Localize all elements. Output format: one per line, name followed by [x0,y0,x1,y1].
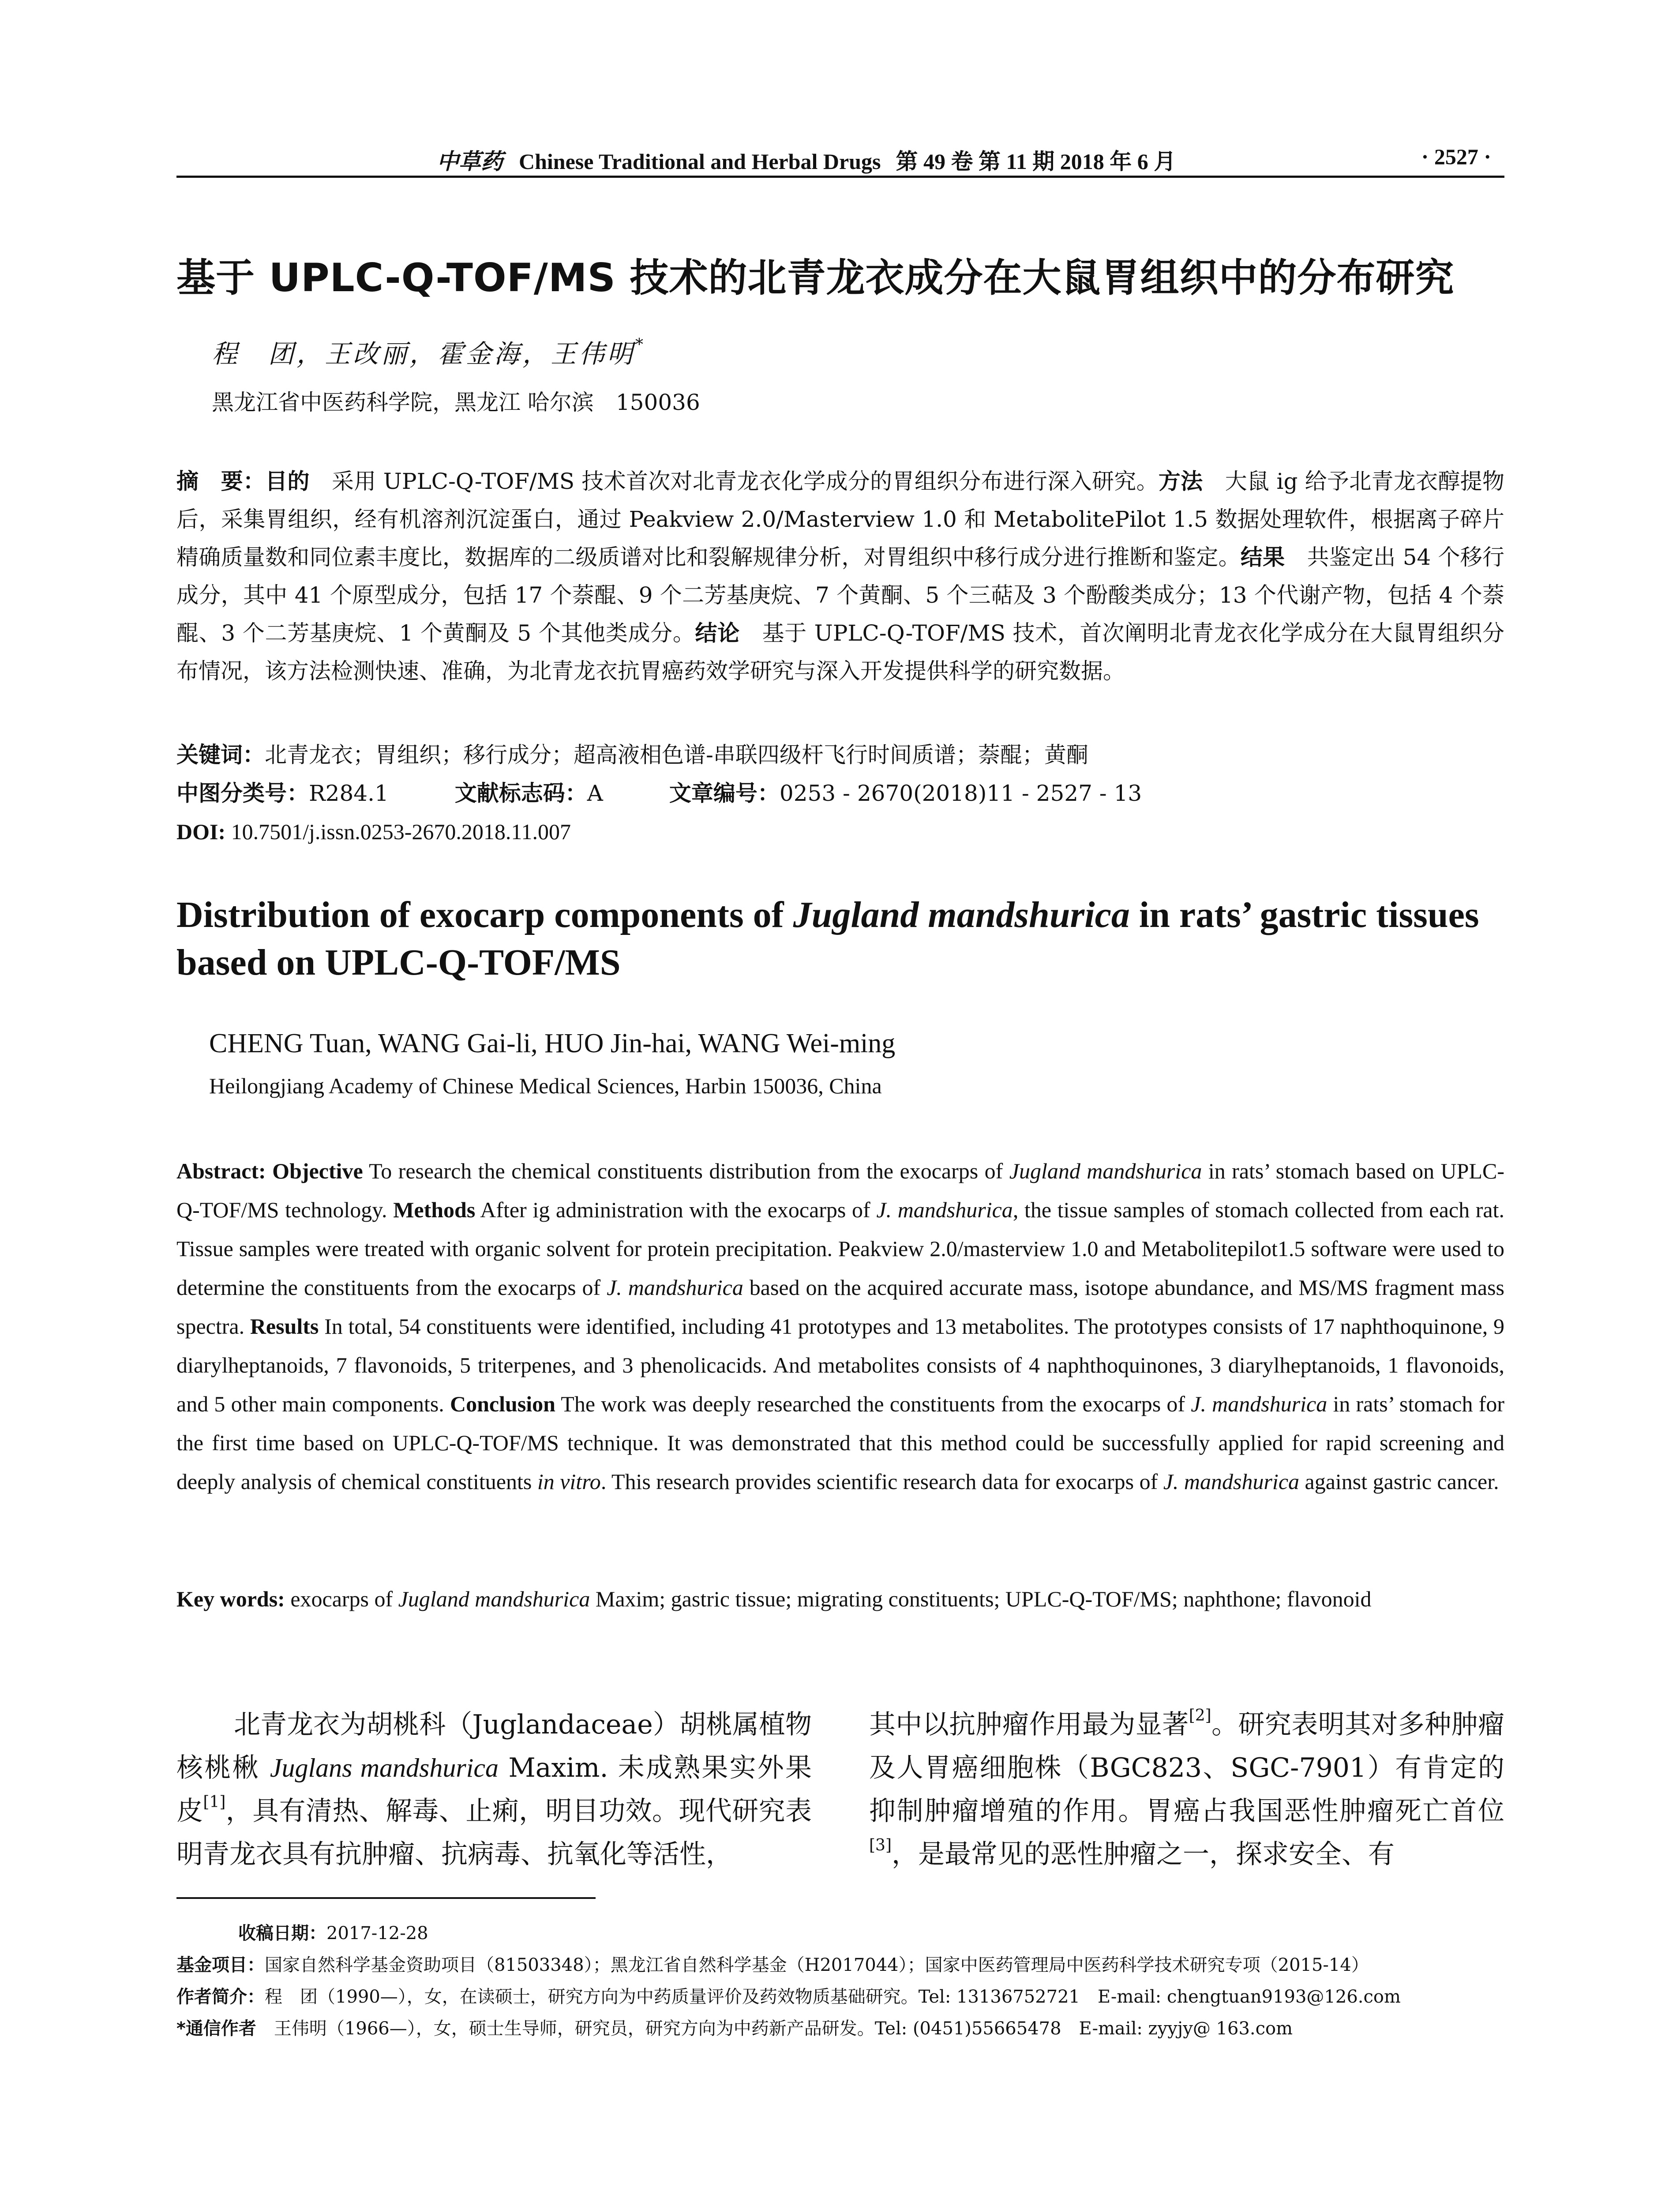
classification-line: 中图分类号：R284.1 文献标志码：A 文章编号：0253 - 2670(2018)11 - 2527 - 13 [176,780,1142,806]
page-number: · 2527 · [1421,144,1491,169]
footnote-corresponding-author: *通信作者 王伟明（1966—），女，硕士生导师，研究员，研究方向为中药新产品研发。Tel: (0451)55665478 E-mail: zyyjy@ 163.com [176,2018,1293,2039]
running-header [176,140,1504,178]
chinese-abstract: 摘 要：目的 采用 UPLC-Q-TOF/MS 技术首次对北青龙衣化学成分的胃组织分布进行深入研究。方法 大鼠 ig 给予北青龙衣醇提物后，采集胃组织，经有机溶剂沉淀蛋白，通过 Peakview 2.0/Masterview 1.0 和 MetabolitePilot 1.5 数据处理软件，根据离子碎片精确质量数和同位素丰度比，数据库的二级质谱对比和裂解规律分析，对胃组织中移行成分进行推断和鉴定。结果 共鉴定出 54 个移行成分，其中 41 个原型成分，包括 17 个萘醌、9 个二芳基庚烷、7 个黄酮、5 个三萜及 3 个酚酸类成分；13 个代谢产物，包括 4 个萘醌、3 个二芳基庚烷、1 个黄酮及 5 个其他类成分。结论 基于 UPLC-Q-TOF/MS 技术，首次阐明北青龙衣化学成分在大鼠胃组织分布情况，该方法检测快速、准确，为北青龙衣抗胃癌药效学研究与深入开发提供科学的研究数据。 [176,469,1505,684]
citation-2: [2] [1189,1707,1211,1725]
doi-value: 10.7501/j.issn.0253-2670.2018.11.007 [225,819,571,844]
results-label-en: Results [250,1314,319,1339]
chinese-title: 基于 UPLC-Q-TOF/MS 技术的北青龙衣成分在大鼠胃组织中的分布研究 [176,255,1455,300]
corresponding-mark: * [635,336,646,354]
english-abstract: Abstract: Objective To research the chemical constituents distribution from the exocarps of Jugland mandshurica in rats’ stomach based on UPLC-Q-TOF/MS technology. Methods After ig administration with the exocarps of J. mandshurica, the tissue samples of stomach collected from each rat. Tissue samples were treated with organic solvent for protein precipitation. Peakview 2.0/masterview 1.0 and Metabolitepilot1.5 software were used to determine the constituents from the exocarps of J. mandshurica based on the acquired accurate mass, isotope abundance, and MS/MS fragment mass spectra. Results In total, 54 constituents were identified, including 41 prototypes and 13 metabolites. The prototypes consists of 17 naphthoquinone, 9 diarylheptanoids, 7 flavonoids, 5 triterpenes, and 3 phenolicacids. And metabolites consists of 4 naphthoquinones, 3 diarylheptanoids, 1 flavonoids, and 5 other main components. Conclusion The work was deeply researched the constituents from the exocarps of J. mandshurica in rats’ stomach for the first time based on UPLC-Q-TOF/MS technique. It was demonstrated that this method could be successfully applied for rapid screening and deeply analysis of chemical constituents in vitro. This research provides scientific research data for exocarps of J. mandshurica against gastric cancer. [176,1159,1505,1494]
journal-english-name: Chinese Traditional and Herbal Drugs [519,149,881,174]
conclusion-label-en: Conclusion [450,1392,555,1416]
issue-info: 第 49 卷 第 11 期 2018 年 6 月 [896,149,1176,174]
chinese-authors: 程 团，王改丽，霍金海，王伟明* [212,336,646,369]
english-keywords: Key words: exocarps of Jugland mandshurica Maxim; gastric tissue; migrating constituents; UPLC-Q-TOF/MS; naphthone; flavonoid [176,1587,1372,1611]
citation-1: [1] [203,1793,226,1812]
clc-number: R284.1 [309,780,389,806]
methods-label-en: Methods [393,1197,476,1222]
footnote-author-bio: 作者简介：程 团（1990—），女，在读硕士，研究方向为中药质量评价及药效物质基础研究。Tel: 13136752721 E-mail: chengtuan9193@126.com [176,1987,1401,2007]
english-title: Distribution of exocarp components of Jugland mandshurica in rats’ gastric tissues based on UPLC-Q-TOF/MS [176,894,1479,983]
results-label: 结果 [1240,544,1285,570]
body-column-right: 其中以抗肿瘤作用最为显著[2]。研究表明其对多种肿瘤及人胃癌细胞株（BGC823、SGC-7901）有肯定的抑制肿瘤增殖的作用。胃癌占我国恶性肿瘤死亡首位[3]，是最常见的恶性肿瘤之一，探求安全、有 [869,1707,1505,1870]
article-number: 0253 - 2670(2018)11 - 2527 - 13 [779,780,1142,806]
methods-label: 方法 [1158,469,1203,494]
footnote-received: 收稿日期：2017-12-28 [238,1923,428,1943]
doi-line: DOI: 10.7501/j.issn.0253-2670.2018.11.007 [176,819,571,844]
journal-brand: 中草药 [437,148,503,174]
document-code: A [587,780,603,806]
english-authors: CHENG Tuan, WANG Gai-li, HUO Jin-hai, WANG Wei-ming [209,1028,896,1058]
citation-3: [3] [869,1836,892,1855]
chinese-affiliation: 黑龙江省中医药科学院，黑龙江 哈尔滨 150036 [212,390,700,415]
objective-label-en: Objective [272,1159,363,1183]
footnote-funding: 基金项目：国家自然科学基金资助项目（81503348）；黑龙江省自然科学基金（H2017044）；国家中医药管理局中医药科学技术研究专项（2015-14） [176,1955,1369,1975]
conclusion-label: 结论 [695,620,740,646]
english-affiliation: Heilongjiang Academy of Chinese Medical Sciences, Harbin 150036, China [209,1073,882,1098]
objective-label: 目的 [265,469,310,494]
chinese-keywords: 关键词：北青龙衣；胃组织；移行成分；超高液相色谱-串联四级杆飞行时间质谱；萘醌；黄酮 [176,742,1088,768]
journal-title [437,144,1176,176]
body-column-left: 北青龙衣为胡桃科（Juglandaceae）胡桃属植物核桃楸 Juglans mandshurica Maxim. 未成熟果实外果皮[1]，具有清热、解毒、止痢，明目功效。现代研究表明青龙衣具有抗肿瘤、抗病毒、抗氧化等活性， [176,1709,812,1870]
footnote-divider [176,1897,596,1899]
